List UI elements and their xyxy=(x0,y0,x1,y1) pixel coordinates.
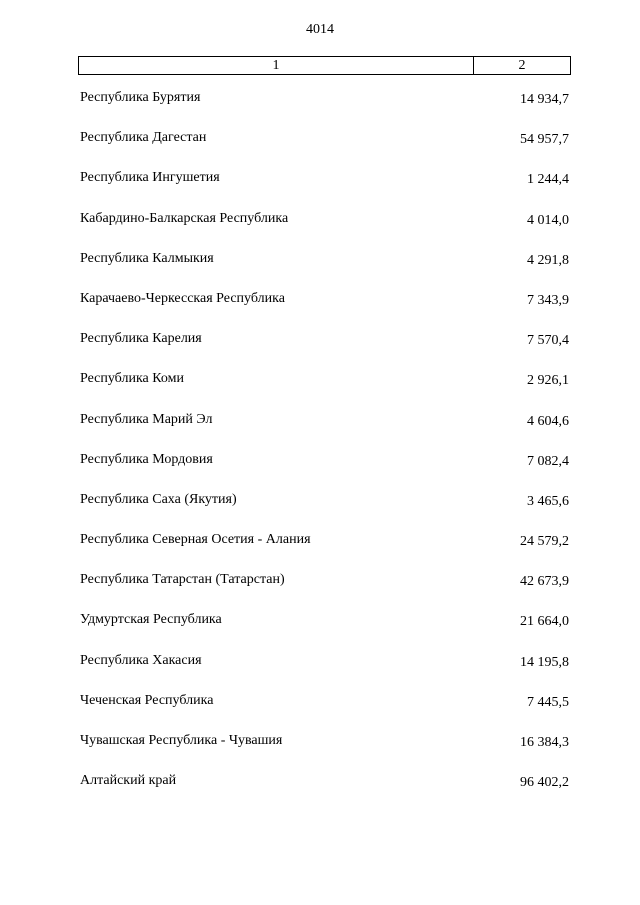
region-amount: 1 244,4 xyxy=(527,172,569,188)
table-row xyxy=(0,773,640,813)
table-row xyxy=(0,452,640,492)
region-name: Карачаево-Черкесская Республика xyxy=(80,290,285,306)
region-amount: 14 195,8 xyxy=(520,654,569,670)
table-row xyxy=(0,371,640,411)
column-header-2: 2 xyxy=(518,58,526,73)
table-header xyxy=(78,56,571,75)
region-name: Республика Саха (Якутия) xyxy=(80,491,237,507)
column-header-1: 1 xyxy=(79,57,474,74)
region-name: Республика Марий Эл xyxy=(80,411,213,427)
region-amount: 7 082,4 xyxy=(527,453,569,469)
region-name: Удмуртская Республика xyxy=(80,612,222,628)
table-row xyxy=(0,733,640,773)
table-row xyxy=(0,130,640,170)
region-name: Чеченская Республика xyxy=(80,692,214,708)
region-name: Республика Дагестан xyxy=(80,130,207,146)
table-row xyxy=(0,331,640,371)
table-row xyxy=(0,90,640,130)
region-name: Чувашская Республика - Чувашия xyxy=(80,733,283,748)
region-name: Республика Северная Осетия - Алания xyxy=(80,532,311,548)
table-row xyxy=(0,211,640,251)
region-amount: 21 664,0 xyxy=(520,614,569,630)
region-amount: 4 014,0 xyxy=(527,212,569,228)
region-name: Республика Коми xyxy=(80,371,184,387)
region-amount: 16 384,3 xyxy=(520,735,569,750)
table-row xyxy=(0,251,640,291)
region-amount: 4 604,6 xyxy=(527,413,569,429)
region-amount: 42 673,9 xyxy=(520,574,569,590)
region-name: Кабардино-Балкарская Республика xyxy=(80,210,289,226)
table-row xyxy=(0,653,640,693)
table-row xyxy=(0,532,640,572)
region-amount: 7 445,5 xyxy=(527,694,569,710)
table-row xyxy=(0,492,640,532)
region-name: Республика Хакасия xyxy=(80,652,202,668)
region-amount: 14 934,7 xyxy=(520,92,569,107)
region-amount: 7 343,9 xyxy=(527,292,569,308)
region-name: Республика Калмыкия xyxy=(80,250,214,266)
region-amount: 4 291,8 xyxy=(527,252,569,268)
region-name: Алтайский край xyxy=(80,773,177,789)
region-amount: 96 402,2 xyxy=(520,775,569,791)
region-amount: 2 926,1 xyxy=(527,373,569,389)
region-name: Республика Карелия xyxy=(80,331,202,347)
table-row xyxy=(0,612,640,652)
region-name: Республика Ингушетия xyxy=(80,170,220,186)
page-number: 4014 xyxy=(306,22,334,37)
table-row xyxy=(0,412,640,452)
table-row xyxy=(0,693,640,733)
region-name: Республика Татарстан (Татарстан) xyxy=(80,572,285,588)
table-row xyxy=(0,170,640,210)
region-amount: 7 570,4 xyxy=(527,333,569,349)
table-row xyxy=(0,572,640,612)
region-amount: 3 465,6 xyxy=(527,493,569,509)
table-body xyxy=(0,90,640,813)
region-name: Республика Мордовия xyxy=(80,451,213,467)
table-row xyxy=(0,291,640,331)
region-amount: 54 957,7 xyxy=(520,132,569,148)
region-amount: 24 579,2 xyxy=(520,534,569,550)
region-name: Республика Бурятия xyxy=(80,90,201,105)
